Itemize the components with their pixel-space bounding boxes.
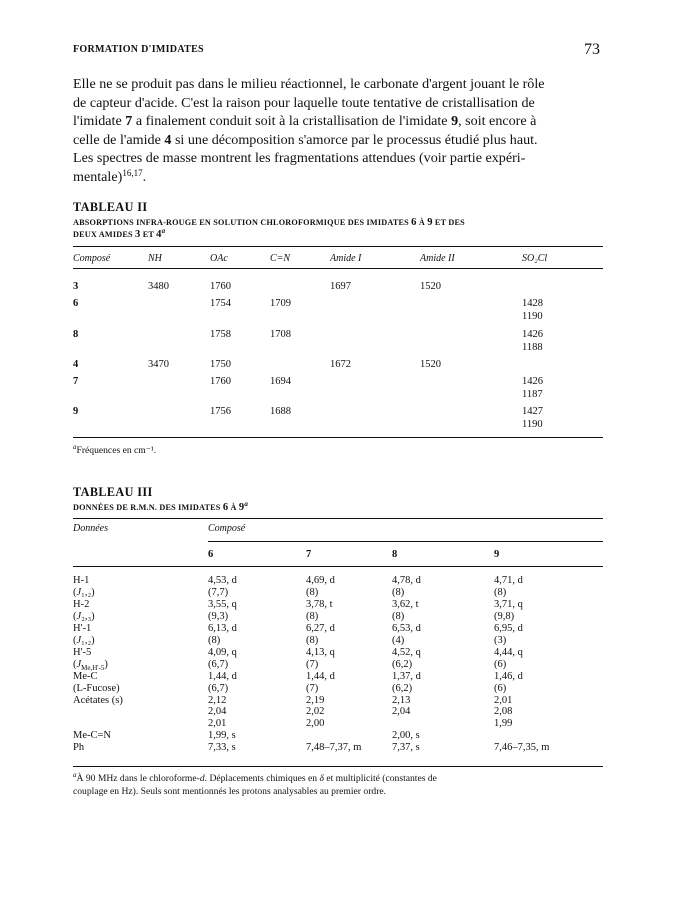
table2-cell: 1187 — [522, 388, 543, 400]
table3-cell: 2,00, s — [392, 730, 420, 742]
table3-cell: 1,99, s — [208, 730, 236, 742]
table3-row-label: Ph — [73, 742, 85, 754]
table2-compound-label: 8 — [73, 329, 79, 340]
table3-cell: 2,04 — [208, 706, 227, 718]
table2-cell: 1760 — [210, 281, 231, 292]
table3-row-label: H-1 — [73, 575, 90, 586]
table3-cell: 7,33, s — [208, 742, 236, 754]
table3-cell: (6,7) — [208, 658, 229, 670]
table2-cell: 1688 — [270, 406, 291, 417]
table3-cell: 4,69, d — [306, 575, 335, 586]
table2-cell: 1520 — [420, 281, 441, 292]
table2-cell: 1750 — [210, 359, 231, 370]
table2-column-header: C=N — [270, 253, 291, 264]
body-paragraph — [73, 75, 603, 187]
table2-cell: 1754 — [210, 298, 231, 309]
table3-cell: 2,01 — [208, 718, 227, 730]
table2-cell: 1672 — [330, 359, 351, 370]
table3-row-label: (L-Fucose) — [73, 682, 120, 694]
table2-cell: 1426 — [522, 329, 543, 340]
table3-cell: (4) — [392, 634, 405, 646]
table2-cell: 1709 — [270, 298, 291, 309]
table2-footnote: $^a$Fréquences en cm⁻¹. — [73, 443, 157, 456]
table3-cell: (6,2) — [392, 658, 413, 670]
table3-caption: DONNÉES DE R.M.N. DES IMIDATES 6 À 9$^a$ — [73, 500, 249, 513]
table3-cell: 1,37, d — [392, 670, 421, 682]
table3-compound-header: 9 — [494, 549, 500, 560]
table3-cell: 6,95, d — [494, 622, 523, 634]
table3-title: TABLEAU III — [73, 485, 153, 499]
table3-cell: 3,62, t — [392, 598, 419, 610]
paragraph-line: celle de l'amide 4 si une décomposition s'amorce par le processus étudié plus haut. — [73, 131, 538, 148]
table3-cell: 3,78, t — [306, 598, 333, 610]
table3-cell: 4,52, q — [392, 646, 421, 658]
table2-cell: 1190 — [522, 310, 543, 322]
paragraph-line: Les spectres de masse montrent les fragmentations attendues (voir partie expéri- — [73, 150, 526, 167]
paragraph-line: de capteur d'acide. C'est la raison pour laquelle toute tentative de cristallisation de — [73, 94, 535, 111]
table2-bottom-rule — [73, 437, 603, 438]
table3-cell: 1,44, d — [306, 670, 335, 682]
reference-superscript: 16,17 — [122, 167, 143, 178]
table3-cell: 6,13, d — [208, 622, 237, 634]
table3-cell: (8) — [392, 610, 405, 622]
table3-compound-header: 8 — [392, 549, 398, 560]
paragraph-line: l'imidate 7 a finalement conduit soit à la cristallisation de l'imidate 9, soit encore à — [73, 113, 537, 130]
table3-cell: (7) — [306, 682, 319, 694]
table3-cell: (8) — [306, 610, 319, 622]
table3-cell: 7,37, s — [392, 742, 420, 754]
table2-header-rule — [73, 268, 603, 269]
table2-column-header: Amide I — [330, 253, 362, 264]
table3-cell: 4,71, d — [494, 575, 523, 586]
table3-cell: 2,02 — [306, 706, 325, 718]
table3-cell: 3,71, q — [494, 598, 523, 610]
table3-cell: (6) — [494, 682, 507, 694]
table3-bottom-rule — [73, 766, 603, 767]
table3-row-label: (J₁,₂) — [73, 586, 95, 598]
table3-row-label: H-2 — [73, 598, 90, 610]
paragraph-line: mentale)$^{16,17}$. — [73, 167, 147, 185]
table2-column-header: NH — [148, 253, 162, 264]
table3-cell: 4,09, q — [208, 646, 237, 658]
table3-cell: 1,46, d — [494, 670, 523, 682]
table3-row-label: H'-1 — [73, 622, 92, 634]
table3-cell: (8) — [306, 634, 319, 646]
table2-top-rule — [73, 246, 603, 247]
table3-cell: 2,13 — [392, 694, 411, 706]
table3-cell: (7) — [306, 658, 319, 670]
table3-cell: (6,7) — [208, 682, 229, 694]
table2-cell: 1426 — [522, 376, 543, 387]
table3-row-label: H'-5 — [73, 646, 92, 658]
table3-top-rule — [73, 518, 603, 519]
table3-cell: (3) — [494, 634, 507, 646]
table2-cell: 1758 — [210, 329, 231, 340]
table3-cell: 7,46–7,35, m — [494, 742, 550, 754]
table3-row-label: Acétates (s) — [73, 694, 123, 706]
table3-compose-rule — [208, 541, 603, 542]
table2-cell: 1520 — [420, 359, 441, 370]
table2-cell: 3480 — [148, 281, 169, 292]
table3-cell: 6,53, d — [392, 622, 421, 634]
table2-compound-label: 4 — [73, 359, 79, 370]
table3-cell: 4,78, d — [392, 575, 421, 586]
paragraph-line: Elle ne se produit pas dans le milieu réactionnel, le carbonate d'argent jouant le rôle — [73, 76, 545, 92]
table3-cell: 4,13, q — [306, 646, 335, 658]
table3-cell: (6) — [494, 658, 507, 670]
table2-compound-label: 7 — [73, 376, 79, 387]
table3-cell: (8) — [306, 586, 319, 598]
table3-cell: 1,44, d — [208, 670, 237, 682]
table3-cell: 2,01 — [494, 694, 513, 706]
table2-cell: 1188 — [522, 341, 543, 353]
table3-row-label: Me-C — [73, 670, 98, 682]
table2-compound-label: 6 — [73, 298, 79, 309]
table3-cell: 3,55, q — [208, 598, 237, 610]
table3-compound-header: 7 — [306, 549, 312, 560]
table3-cell: (7,7) — [208, 586, 229, 598]
table2-cell: 1708 — [270, 329, 291, 340]
table3-cell: 2,00 — [306, 718, 325, 730]
table2-column-header: SO₂Cl — [522, 253, 548, 264]
table2-column-header: OAc — [210, 253, 228, 264]
table3-cell: 2,19 — [306, 694, 325, 706]
table3-cell: (8) — [208, 634, 221, 646]
table3-cell: 2,04 — [392, 706, 411, 718]
table3-cell: 4,44, q — [494, 646, 523, 658]
table2-caption: ABSORPTIONS INFRA-ROUGE EN SOLUTION CHLOROFORMIQUE DES IMIDATES 6 À 9 ET DES DEUX AMIDES 3 ET 4$^a$ — [73, 217, 465, 240]
table3-cell: (9,3) — [208, 610, 229, 622]
table3-cell: 2,12 — [208, 694, 227, 706]
table3-cell: 2,08 — [494, 706, 513, 718]
table3-header-compose: Composé — [208, 523, 246, 534]
table3-row-label: $(J_{Me,H'-5})$ — [73, 658, 108, 672]
table2-cell: 1694 — [270, 376, 291, 387]
table3-cell: 6,27, d — [306, 622, 335, 634]
table3-cell: 4,53, d — [208, 575, 237, 586]
table2-cell: 3470 — [148, 359, 169, 370]
table3-header-rule — [73, 566, 603, 567]
table2-title: TABLEAU II — [73, 200, 148, 214]
table2-cell: 1427 — [522, 406, 543, 417]
table3-cell: (9,8) — [494, 610, 515, 622]
running-head: FORMATION D'IMIDATES — [73, 44, 204, 55]
table2-compound-label: 3 — [73, 281, 79, 292]
table3-cell: (8) — [494, 586, 507, 598]
table2-cell: 1756 — [210, 406, 231, 417]
table3-compound-header: 6 — [208, 549, 214, 560]
table3-footnote: $^a$À 90 MHz dans le chloroforme-d. Déplacements chimiques en δ et multiplicité (constantes de couplage en Hz). Seuls sont mentionnés les protons analysables au premier ordre. — [73, 771, 437, 797]
table2-cell: 1697 — [330, 281, 351, 292]
table3-row-label: (J₁,₂) — [73, 634, 95, 646]
table2-column-header: Composé — [73, 253, 111, 264]
table3-cell: (8) — [392, 586, 405, 598]
table3-row-label: (J₂,₃) — [73, 610, 95, 622]
table3-row-label: Me-C=N — [73, 730, 112, 742]
table3-header-donnees: Données — [73, 523, 108, 534]
table2-column-header: Amide II — [420, 253, 455, 264]
table2-cell: 1190 — [522, 418, 543, 430]
table2-cell: 1428 — [522, 298, 543, 309]
table2-compound-label: 9 — [73, 406, 79, 417]
page-number: 73 — [584, 41, 600, 58]
table3-cell: (6,2) — [392, 682, 413, 694]
table3-cell: 1,99 — [494, 718, 513, 730]
table2-cell: 1760 — [210, 376, 231, 387]
table3-cell: 7,48–7,37, m — [306, 742, 362, 754]
